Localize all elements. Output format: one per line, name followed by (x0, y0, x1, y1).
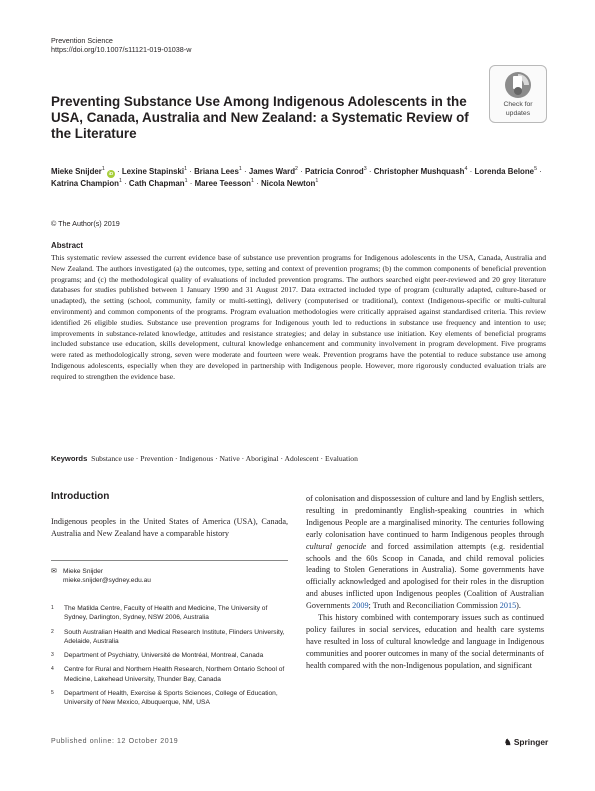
keywords (51, 454, 358, 463)
check-label-1: Check for (503, 101, 533, 108)
orcid-icon[interactable]: iD (108, 171, 114, 176)
author[interactable]: Mieke Snijder$^1$iD (51, 166, 114, 176)
affiliations (51, 604, 288, 713)
check-label-2: updates (505, 109, 531, 117)
author[interactable]: Briana Lees$^1$ (194, 166, 242, 176)
citation-link[interactable]: 2015 (499, 601, 517, 611)
author[interactable]: Cath Chapman$^1$ (128, 178, 188, 188)
correspondence (63, 567, 151, 586)
publisher-logo: ♞ Springer (504, 737, 549, 747)
author[interactable]: Christopher Mushquash$^4$ (373, 166, 468, 176)
article-title: Preventing Substance Use Among Indigenous Adolescents in the USA, Canada, Australia and New Zealand: a Systematic Review of the Literature (51, 94, 469, 142)
check-updates-icon (503, 70, 533, 100)
affiliation: 3 Department of Psychiatry, Université de Montréal, Montreal, Canada (51, 652, 264, 660)
affiliation: 2 South Australian Health and Medical Research Institute, Flinders University, Adelaide, Australia (51, 628, 285, 645)
published-date: Published online: 12 October 2019 (51, 738, 179, 745)
author[interactable]: Nicola Newton$^1$ (260, 178, 319, 188)
abstract-text: This systematic review assessed the current evidence base of substance use prevention programs for Indigenous adolescents in the USA, Canada, Australia and New Zealand. The authors investigated (a) the outcomes, type, setting and context of prevention programs; (b) the common components of beneficial prevention programs; and (c) the methodological quality of evaluations of included prevention programs. The authors searched eight peer-reviewed and 20 grey literature databases for studies published between 1 January 1990 and 31 August 2017. Data extracted included type of program (culturally adapted, culture-based or unadapted), the setting (school, community, family or multi-setting), delivery (computerised or traditional), context (Indigenous-specific or multi-cultural environment) and common components of the programs. Program evaluation methodologies were critically appraised against standardised criteria. This review identified 26 eligible studies. Substance use prevention programs for Indigenous youth led to reductions in substance use frequency and intention to use; improvements in substance-related knowledge, attitudes and resistance strategies; and delay in substance use initiation. Key elements of beneficial programs included substance use education, skills development, cultural knowledge enhancement and community involvement in program development. Five programs were rated as methodologically strong, seven were moderate and fourteen were weak. Prevention programs have the potential to reduce substance use among Indigenous adolescents, especially when they are developed in partnership with Indigenous people. However, more rigorously conducted evaluation trials are required to strengthen the evidence base. (51, 253, 546, 381)
journal-name: Prevention Science (51, 36, 113, 45)
keywords-label: Keywords (51, 454, 88, 463)
check-for-updates-badge[interactable] (489, 65, 547, 123)
affiliation: 4 Centre for Rural and Northern Health Research, Northern Ontario School of Medicine, Lakehead University, Thunder Bay, Canada (51, 666, 285, 683)
author-list: Mieke Snijder$^1$iD · Lexine Stapinski$^1$ · Briana Lees$^1$ · James Ward$^2$ · Patricia Conrod$^3$ · Christopher Mushquash$^4$ · Lorenda Belone$^5$ · Katrina Champion$^1$ · Cath Chapman$^1$ · Maree Teesson$^1$ · Nicola Newton$^1$ (51, 166, 542, 188)
right-column (306, 493, 544, 672)
author[interactable]: Maree Teesson$^1$ (194, 178, 254, 188)
paragraph-2: This history combined with contemporary issues such as continued policy failures in social services, education and health care systems have resulted in loss of cultural knowledge and language in Indigenous communities and poorer outcomes in many of the social determinants of health compared with the non-Indigenous population, and significant (306, 613, 544, 670)
citation-link[interactable]: 2009 (352, 601, 369, 611)
author[interactable]: Katrina Champion$^1$ (51, 178, 122, 188)
intro-paragraph: Indigenous peoples in the United States of America (USA), Canada, Australia and New Zealand have a comparable history (51, 517, 288, 539)
envelope-icon: ✉ (51, 568, 57, 575)
doi-link[interactable]: https://doi.org/10.1007/s11121-019-01038-w (51, 45, 192, 54)
intro-heading: Introduction (51, 491, 110, 502)
abstract-heading: Abstract (51, 241, 84, 250)
author[interactable]: Lexine Stapinski$^1$ (121, 166, 188, 176)
affiliation: 1 The Matilda Centre, Faculty of Health and Medicine, The University of Sydney, Darlington, Sydney, NSW 2006, Australia (51, 605, 268, 622)
author[interactable]: Patricia Conrod$^3$ (304, 166, 367, 176)
author[interactable]: Lorenda Belone$^5$ (474, 166, 538, 176)
paragraph-1: of colonisation and dispossession of culture and land by English settlers, resulting in predominantly English-speaking countries in which Indigenous People are a marginalised minority. The centuries following early colonisation have continued to harm Indigenous peoples through cultural genocide and forced assimilation attempts (e.g. residential schools and the 60s Scoop in Canada, and child removal policies leading to Stolen Generations in Australia). Some governments have officially acknowledged and apologised for their roles in the disruption and abuses inflicted upon Indigenous peoples (Coalition of Australian Governments 2009; Truth and Reconciliation Commission 2015). (306, 494, 544, 611)
keywords-list: Substance use · Prevention · Indigenous · Native · Aboriginal · Adolescent · Evaluation (91, 454, 358, 463)
affiliation: 5 Department of Health, Exercise & Sports Sciences, College of Education, University of New Mexico, Albuquerque, NM, USA (51, 690, 278, 707)
corr-name: Mieke Snijder (63, 568, 103, 575)
springer-icon: ♞ (504, 737, 512, 747)
corr-email[interactable]: mieke.snijder@sydney.edu.au (63, 577, 151, 585)
footnote-divider (51, 560, 288, 561)
author[interactable]: James Ward$^2$ (248, 166, 298, 176)
copyright: © The Author(s) 2019 (51, 219, 120, 228)
